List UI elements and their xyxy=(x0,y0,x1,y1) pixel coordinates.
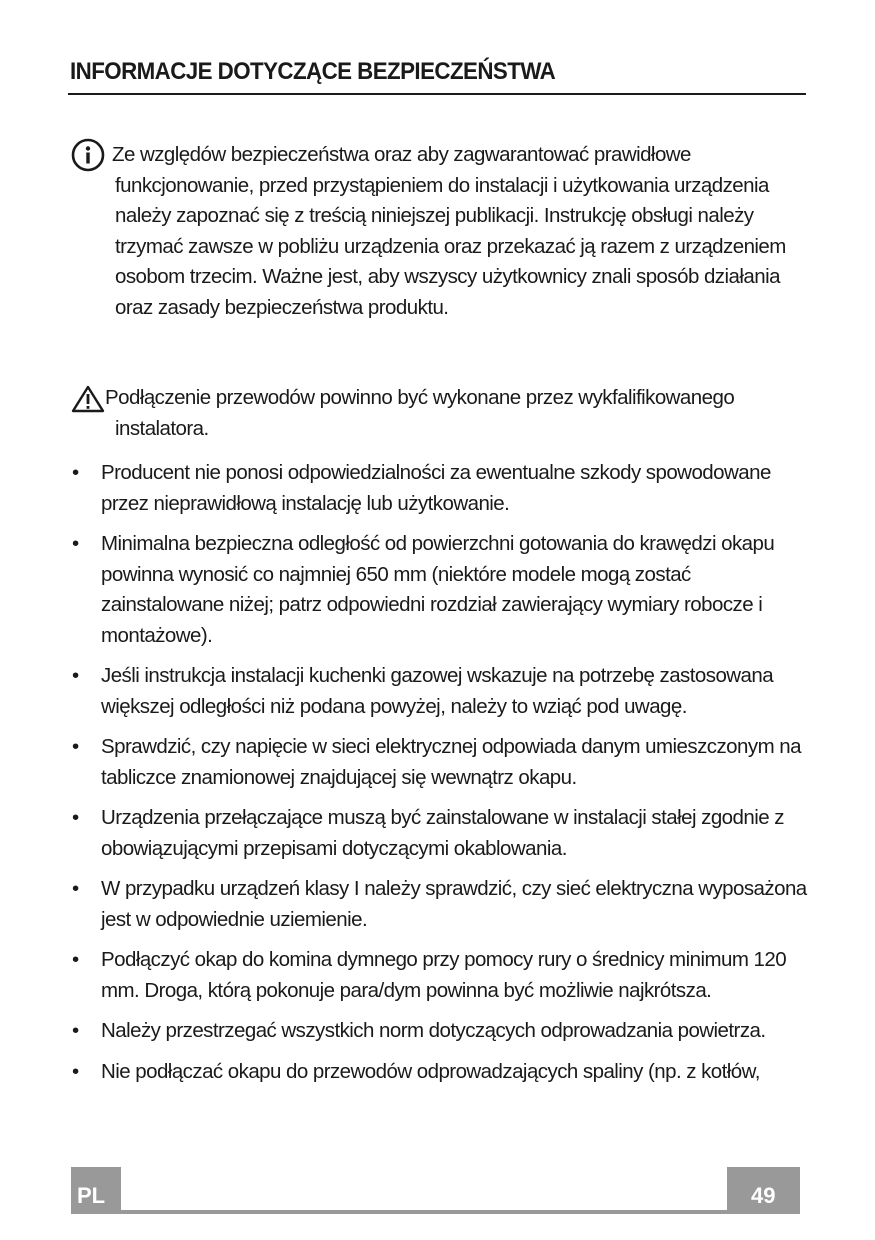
list-item-text: Minimalna bezpieczna odległość od powierzchni gotowania do krawędzi okapu powinna wynosić co najmniej 650 mm (niektóre modele mogą zostać zainstalowane niżej; patrz odpowiedni rozdział zawierający wymiary robocze i montażowe). xyxy=(101,532,775,647)
title-divider xyxy=(68,93,806,95)
list-item xyxy=(68,732,808,793)
page-title: INFORMACJE DOTYCZĄCE BEZPIECZEŃSTWA xyxy=(70,58,556,85)
footer-rule xyxy=(71,1210,800,1214)
info-notice xyxy=(68,140,808,323)
bullet-icon: • xyxy=(72,877,79,900)
list-item-text: Jeśli instrukcja instalacji kuchenki gazowej wskazuje na potrzebę zastosowana większej odległości niż podana powyżej, należy to wziąć pod uwagę. xyxy=(101,664,774,718)
list-item xyxy=(68,529,808,651)
list-item xyxy=(68,1057,808,1088)
list-item-text: W przypadku urządzeń klasy I należy sprawdzić, czy sieć elektryczna wyposażona jest w odpowiednie uziemienie. xyxy=(101,877,807,931)
list-item xyxy=(68,803,808,864)
list-item xyxy=(68,661,808,722)
list-item-text: Sprawdzić, czy napięcie w sieci elektrycznej odpowiada danym umieszczonym na tabliczce znamionowej znajdującej się wewnątrz okapu. xyxy=(101,735,801,789)
bullet-icon: • xyxy=(72,1059,79,1083)
list-item xyxy=(68,458,808,519)
safety-content xyxy=(68,140,808,1097)
list-item-text: Urządzenia przełączające muszą być zainstalowane w instalacji stałej zgodnie z obowiązującymi przepisami dotyczącymi okablowania. xyxy=(101,806,784,860)
safety-bullet-list xyxy=(68,458,808,1087)
warning-icon xyxy=(71,385,105,423)
bullet-icon: • xyxy=(72,1019,79,1042)
bullet-icon: • xyxy=(72,461,79,484)
info-icon xyxy=(71,138,105,182)
info-notice-text: Ze względów bezpieczeństwa oraz aby zagwarantować prawidłowe funkcjonowanie, przed przystąpieniem do instalacji i użytkowania urządzenia należy zapoznać się z treścią niniejszej publikacji. Instrukcję obsługi należy trzymać zawsze w pobliżu urządzenia oraz przekazać ją razem z urządzeniem osobom trzecim. Ważne jest, aby wszyscy użytkownicy znali sposób działania oraz zasady bezpieczeństwa produktu. xyxy=(112,143,786,319)
list-item-text: Producent nie ponosi odpowiedzialności za ewentualne szkody spowodowane przez nieprawidłową instalację lub użytkowanie. xyxy=(101,461,771,515)
bullet-icon: • xyxy=(72,806,79,829)
page-number: 49 xyxy=(751,1183,776,1208)
warning-notice xyxy=(68,383,808,444)
warning-notice-text: Podłączenie przewodów powinno być wykonane przez wykfalifikowanego instalatora. xyxy=(105,386,735,440)
footer-language-code: PL xyxy=(77,1183,106,1208)
list-item-text: Nie podłączać okapu do przewodów odprowadzających spaliny (np. z kotłów, xyxy=(101,1059,760,1083)
list-item xyxy=(68,945,808,1006)
list-item xyxy=(68,1016,808,1047)
bullet-icon: • xyxy=(72,532,79,555)
list-item xyxy=(68,874,808,935)
bullet-icon: • xyxy=(72,735,79,758)
list-item-text: Należy przestrzegać wszystkich norm dotyczących odprowadzania powietrza. xyxy=(101,1019,766,1042)
bullet-icon: • xyxy=(72,948,79,971)
bullet-icon: • xyxy=(72,664,79,687)
list-item-text: Podłączyć okap do komina dymnego przy pomocy rury o średnicy minimum 120 mm. Droga, którą pokonuje para/dym powinna być możliwie najkrótsza. xyxy=(101,948,787,1002)
